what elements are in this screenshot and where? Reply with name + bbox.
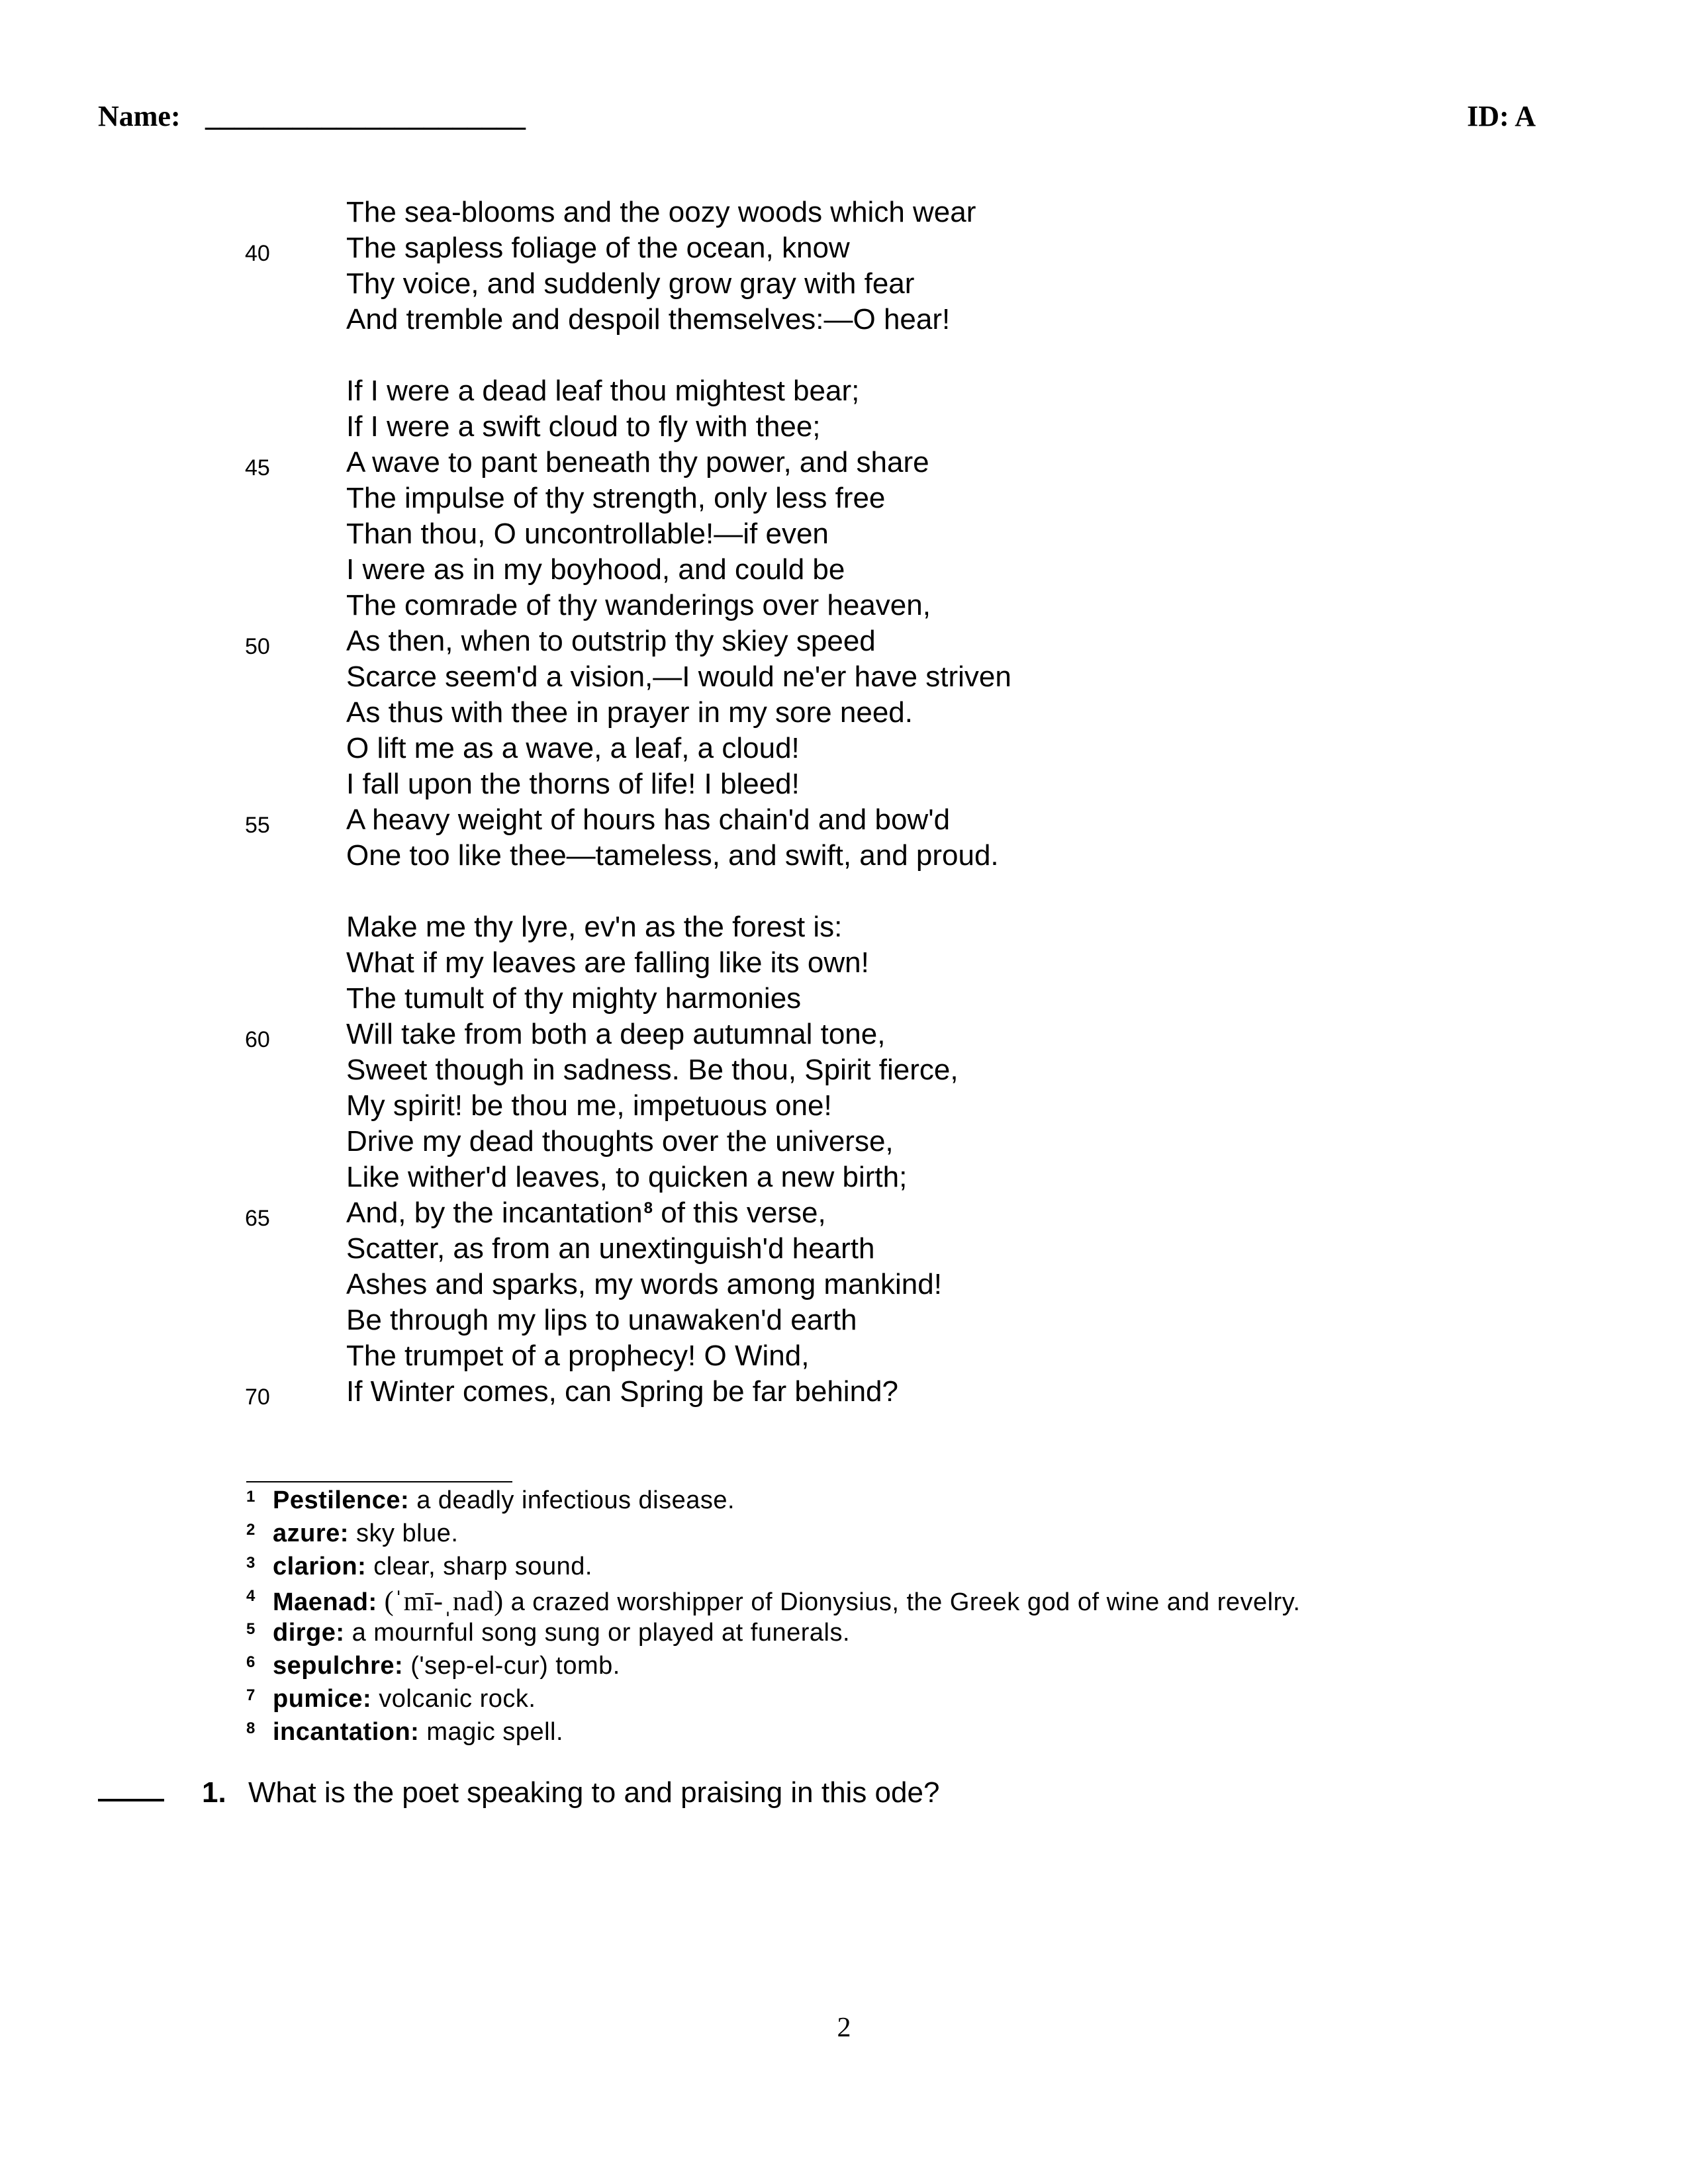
poem-line [0,1197,1688,1232]
poem-text [0,196,1688,1411]
poem-line-main: The trumpet of a prophecy! O Wind, [346,1340,810,1372]
footnote-marker: 8 [643,1199,653,1217]
poem-line [0,1018,1688,1054]
poem-line-text [346,267,914,300]
poem-line [0,803,1688,839]
poem-line [0,1161,1688,1197]
footnote-body [273,1619,850,1647]
poem-line-text [346,410,821,443]
name-label: Name: [98,100,181,132]
poem-line-main: Will take from both a deep autumnal tone, [346,1018,886,1050]
poem-line-main: And tremble and despoil themselves:—O hear! [346,303,951,336]
footnote-number: 4 [246,1587,256,1605]
footnote-number: 7 [246,1686,256,1704]
poem-line-main: O lift me as a wave, a leaf, a cloud! [346,732,800,764]
poem-line-text [346,1232,874,1265]
poem-line-main: Than thou, O uncontrollable!—if even [346,518,829,550]
poem-line-main: Scarce seem'd a vision,—I would ne'er have striven [346,660,1011,693]
poem-line-main: Make me thy lyre, ev'n as the forest is: [346,911,843,943]
poem-line-main: Drive my dead thoughts over the universe, [346,1125,894,1158]
footnote-definition: sky blue. [348,1520,459,1547]
footnote-term: Maenad: [273,1588,377,1616]
poem-line-text [346,660,1011,694]
poem-line-text [346,911,842,944]
poem-line [0,1304,1688,1340]
footnote-number: 5 [246,1620,256,1638]
footnote-definition: a deadly infectious disease. [409,1486,735,1514]
poem-line [0,375,1688,410]
question-text: What is the poet speaking to and praising in this ode? [248,1776,940,1809]
poem-line [0,1232,1688,1268]
footnote-body [273,1586,1301,1617]
poem-line-text [346,839,999,872]
poem-line [0,1089,1688,1125]
poem-line [0,267,1688,303]
poem-line [0,768,1688,803]
poem-line-main: Sweet though in sadness. Be thou, Spirit fierce, [346,1054,959,1086]
poem-line-text [346,482,885,515]
poem-line-text [346,768,800,801]
poem-line-main: My spirit! be thou me, impetuous one! [346,1089,832,1122]
poem-line-main: Thy voice, and suddenly grow gray with fear [346,267,915,300]
answer-blank[interactable] [98,1799,164,1801]
poem-line-text [346,1268,942,1301]
poem-line-main: Ashes and sparks, my words among mankind! [346,1268,942,1300]
footnote-term: azure: [273,1520,349,1547]
poem-line [0,518,1688,553]
footnote-number: 1 [246,1488,256,1506]
poem-line [0,946,1688,982]
poem-line-text [346,1018,885,1051]
poem-line [0,982,1688,1018]
footnote-term: Pestilence: [273,1486,410,1514]
footnote-body [273,1685,536,1713]
line-number: 55 [245,813,270,838]
footnote-term: clarion: [273,1553,367,1580]
footnote-term: incantation: [273,1718,420,1746]
poem-line-text [346,589,931,622]
poem-line [0,1375,1688,1411]
poem-line-main: And, by the incantation [346,1197,643,1229]
poem-line-main: If I were a swift cloud to fly with thee; [346,410,821,443]
poem-line-text [346,1340,809,1373]
poem-line-text [346,196,976,229]
footnote-number: 6 [246,1653,256,1671]
page-number: 2 [837,2013,851,2043]
poem-line [0,553,1688,589]
poem-line-text [346,732,800,765]
stanza-break [0,339,1688,375]
poem-line-text [346,232,850,265]
poem-line-main: The tumult of thy mighty harmonies [346,982,802,1015]
line-number: 70 [245,1385,270,1410]
poem-line [0,1125,1688,1161]
footnote-definition: magic spell. [419,1718,564,1746]
stanza-break [0,875,1688,911]
id-label: ID: A [1467,100,1536,132]
poem-line [0,232,1688,267]
footnote-body [273,1652,620,1680]
poem-line-text [346,696,913,729]
poem-line-text [346,553,845,586]
poem-line [0,625,1688,660]
line-number: 65 [245,1206,270,1231]
poem-line [0,839,1688,875]
poem-line-main: The impulse of thy strength, only less free [346,482,886,514]
footnote-divider [246,1481,512,1482]
poem-line [0,589,1688,625]
poem-line-text [346,303,950,336]
footnote-definition: volcanic rock. [371,1685,536,1713]
poem-line-text [346,1197,826,1230]
poem-line-text [346,446,929,479]
poem-line-main: I were as in my boyhood, and could be [346,553,845,586]
footnote-term: pumice: [273,1685,372,1713]
footnote-term: sepulchre: [273,1652,404,1680]
poem-line-main: As then, when to outstrip thy skiey speed [346,625,876,657]
poem-line-text [346,1304,857,1337]
poem-line-text [346,1054,959,1087]
footnote-body [273,1486,735,1515]
poem-line-main: Be through my lips to unawaken'd earth [346,1304,857,1336]
name-blank-line: ______________________ [205,100,526,132]
line-number: 60 [245,1027,270,1052]
footnote-term: dirge: [273,1619,345,1647]
footnote-body [273,1520,458,1548]
footnote-body [273,1553,592,1581]
poem-line [0,1268,1688,1304]
poem-line [0,303,1688,339]
poem-line-text [346,518,829,551]
poem-line-main: I fall upon the thorns of life! I bleed! [346,768,800,800]
poem-line [0,482,1688,518]
poem-line-text [346,1125,894,1158]
footnote-number: 3 [246,1554,256,1572]
footnote-definition: ('sep-el-cur) tomb. [403,1652,620,1680]
line-number: 45 [245,455,270,480]
footnote-definition: a crazed worshipper of Dionysius, the Greek god of wine and revelry. [503,1588,1301,1616]
footnote-pronunciation: (ˈmī-ˌnad) [377,1586,504,1617]
poem-line [0,696,1688,732]
line-number: 40 [245,241,270,266]
footnote-number: 8 [246,1719,256,1737]
poem-line-main: Like wither'd leaves, to quicken a new birth; [346,1161,908,1193]
poem-line [0,732,1688,768]
poem-line-main: A wave to pant beneath thy power, and share [346,446,929,478]
poem-line-text [346,375,859,408]
poem-line-text [346,1161,907,1194]
poem-line-main: One too like thee—tameless, and swift, and proud. [346,839,999,872]
poem-line-text [346,946,869,979]
poem-line-text [346,803,950,837]
footnote-definition: clear, sharp sound. [366,1553,592,1580]
poem-line-main: As thus with thee in prayer in my sore need. [346,696,913,729]
poem-line-main: If I were a dead leaf thou mightest bear; [346,375,860,407]
line-number: 50 [245,634,270,659]
poem-line-text [346,1089,832,1122]
poem-line [0,911,1688,946]
poem-line-text [346,982,801,1015]
poem-line-main: The sapless foliage of the ocean, know [346,232,850,264]
poem-line-main: What if my leaves are falling like its own! [346,946,869,979]
poem-line-main: The comrade of thy wanderings over heaven, [346,589,931,621]
poem-line-text [346,1375,898,1408]
footnote-number: 2 [246,1521,256,1539]
poem-line [0,446,1688,482]
footnote-definition: a mournful song sung or played at funerals. [344,1619,851,1647]
poem-line [0,410,1688,446]
question-number: 1. [202,1776,226,1809]
poem-line-main: A heavy weight of hours has chain'd and bow'd [346,803,951,836]
poem-line [0,1054,1688,1089]
poem-line [0,196,1688,232]
poem-line [0,660,1688,696]
poem-line-main: If Winter comes, can Spring be far behind? [346,1375,898,1408]
poem-line-main: The sea-blooms and the oozy woods which wear [346,196,976,228]
poem-line-text [346,625,876,658]
poem-line-rest: of this verse, [653,1197,826,1229]
poem-line [0,1340,1688,1375]
footnote-body [273,1718,563,1747]
poem-line-main: Scatter, as from an unextinguish'd hearth [346,1232,875,1265]
